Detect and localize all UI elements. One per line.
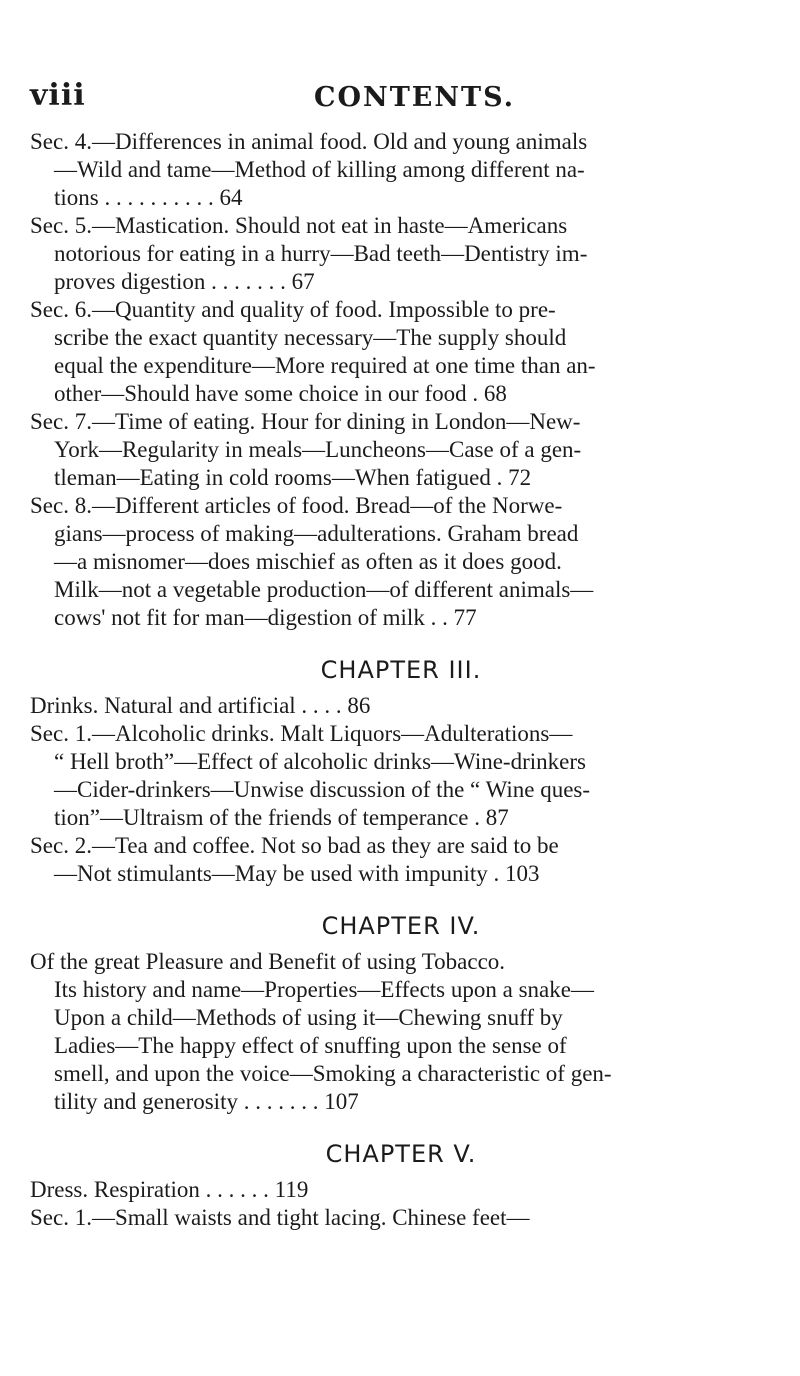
contents-line: Dress. Respiration . . . . . . 119 bbox=[30, 1177, 309, 1202]
contents-line: “ Hell broth”—Effect of alcoholic drinks—Wine-drinkers bbox=[54, 749, 586, 774]
contents-line: —Not stimulants—May be used with impunity . 103 bbox=[54, 861, 540, 886]
chapter-heading: CHAPTER V. bbox=[325, 1140, 477, 1168]
contents-line: —a misnomer—does mischief as often as it does good. bbox=[54, 549, 562, 574]
contents-line: tions . . . . . . . . . . 64 bbox=[54, 185, 243, 210]
contents-line: notorious for eating in a hurry—Bad teeth—Dentistry im- bbox=[54, 241, 588, 266]
contents-line: tility and generosity . . . . . . . 107 bbox=[54, 1089, 359, 1114]
contents-line: —Cider-drinkers—Unwise discussion of the “ Wine ques- bbox=[54, 777, 591, 802]
contents-line: Sec. 7.—Time of eating. Hour for dining in London—New- bbox=[30, 409, 581, 434]
page-title: CONTENTS. bbox=[314, 82, 516, 113]
contents-line: other—Should have some choice in our food . 68 bbox=[54, 381, 507, 406]
chapter-heading: CHAPTER IV. bbox=[321, 912, 481, 940]
contents-line: Sec. 6.—Quantity and quality of food. Impossible to pre- bbox=[30, 297, 556, 322]
contents-line: equal the expenditure—More required at one time than an- bbox=[54, 353, 596, 378]
contents-line: Of the great Pleasure and Benefit of using Tobacco. bbox=[30, 949, 506, 974]
contents-line: York—Regularity in meals—Luncheons—Case of a gen- bbox=[54, 437, 582, 462]
contents-line: Sec. 8.—Different articles of food. Bread—of the Norwe- bbox=[30, 493, 563, 518]
contents-line: scribe the exact quantity necessary—The supply should bbox=[54, 325, 567, 350]
contents-line: tleman—Eating in cold rooms—When fatigued . 72 bbox=[54, 465, 532, 490]
contents-line: Milk—not a vegetable production—of different animals— bbox=[54, 577, 594, 602]
chapter-heading: CHAPTER III. bbox=[320, 656, 482, 684]
contents-line: —Wild and tame—Method of killing among different na- bbox=[54, 157, 585, 182]
contents-line: Sec. 5.—Mastication. Should not eat in haste—Americans bbox=[30, 213, 568, 238]
contents-line: proves digestion . . . . . . . 67 bbox=[54, 269, 315, 294]
contents-line: Its history and name—Properties—Effects upon a snake— bbox=[54, 977, 594, 1002]
contents-line: Drinks. Natural and artificial . . . . 86 bbox=[30, 693, 371, 718]
contents-line: Ladies—The happy effect of snuffing upon the sense of bbox=[54, 1033, 567, 1058]
contents-line: Sec. 2.—Tea and coffee. Not so bad as they are said to be bbox=[30, 833, 559, 858]
contents-line: gians—process of making—adulterations. Graham bread bbox=[54, 521, 579, 546]
contents-list bbox=[30, 128, 772, 1232]
running-header bbox=[30, 74, 730, 114]
contents-line: Upon a child—Methods of using it—Chewing snuff by bbox=[54, 1005, 563, 1030]
page-number: viii bbox=[30, 78, 86, 113]
contents-line: Sec. 1.—Alcoholic drinks. Malt Liquors—Adulterations— bbox=[30, 721, 573, 746]
contents-line: Sec. 1.—Small waists and tight lacing. Chinese feet— bbox=[30, 1205, 530, 1230]
contents-line: smell, and upon the voice—Smoking a characteristic of gen- bbox=[54, 1061, 612, 1086]
contents-line: cows' not fit for man—digestion of milk . . 77 bbox=[54, 605, 477, 630]
contents-line: Sec. 4.—Differences in animal food. Old and young animals bbox=[30, 129, 588, 154]
contents-line: tion”—Ultraism of the friends of temperance . 87 bbox=[54, 805, 509, 830]
